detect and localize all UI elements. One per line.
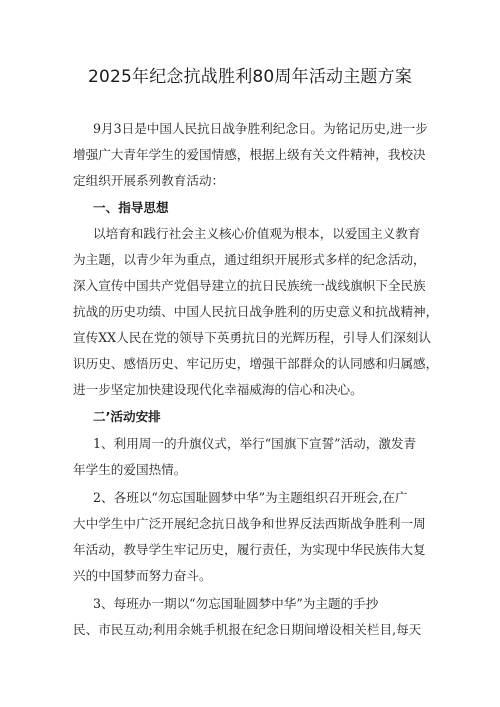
paragraph-line: 抗战的历史功绩、中国人民抗日战争胜利的历史意义和抗战精神， xyxy=(73,304,439,319)
section-heading-activity-arrangement: 二’活动安排 xyxy=(93,409,161,424)
paragraph-line: 深入宣传中国共产党倡导建立的抗日民族统一战线旗帜下全民族 xyxy=(73,278,426,293)
paragraph-line: 宣传XX人民在党的领导下英勇抗日的光辉历程，引导人们深刻认 xyxy=(73,330,431,345)
document-title: 2025年纪念抗战胜利80周年活动主题方案 xyxy=(87,67,413,87)
paragraph-line: 3、每班办一期以“勿忘国耻圆梦中华”为主题的手抄 xyxy=(93,596,379,611)
paragraph-line: 为主题，以青少年为重点，通过组织开展形式多样的纪念活动， xyxy=(73,252,426,267)
paragraph-line: 年活动，教导学生牢记历史，履行责任，为实现中华民族伟大复 xyxy=(73,542,426,557)
section-heading-guiding-ideology: 一、指导思想 xyxy=(93,200,169,215)
paragraph-line: 增强广大青年学生的爱国情感，根据上级有关文件精神，我校决 xyxy=(73,147,426,162)
paragraph-line: 9月3日是中国人民抗日战争胜利纪念日。为铭记历史,进一步 xyxy=(93,121,428,136)
paragraph-line: 大中学生中广泛开展纪念抗日战争和世界反法西斯战争胜利一周 xyxy=(73,516,426,531)
paragraph-line: 年学生的爱国热情。 xyxy=(73,462,187,477)
paragraph-line: 进一步坚定加快建设现代化幸福威海的信心和决心。 xyxy=(73,382,363,397)
paragraph-line: 以培育和践行社会主义核心价值观为根本，以爱国主义教育 xyxy=(93,226,421,241)
paragraph-line: 兴的中国梦而努力奋斗。 xyxy=(73,568,212,583)
paragraph-line: 1、利用周一的升旗仪式，举行“国旗下宣誓”活动，激发青 xyxy=(93,436,417,451)
paragraph-line: 定组织开展系列教育活动： xyxy=(73,173,225,188)
paragraph-line: 2、各班以“勿忘国耻圆梦中华”为主题组织召开班会,在广 xyxy=(93,490,408,505)
paragraph-line: 民、市民互动;利用余姚手机报在纪念日期间增设相关栏目,每天 xyxy=(73,622,422,637)
paragraph-line: 识历史、感悟历史、牢记历史，增强干部群众的认同感和归属感， xyxy=(73,356,439,371)
